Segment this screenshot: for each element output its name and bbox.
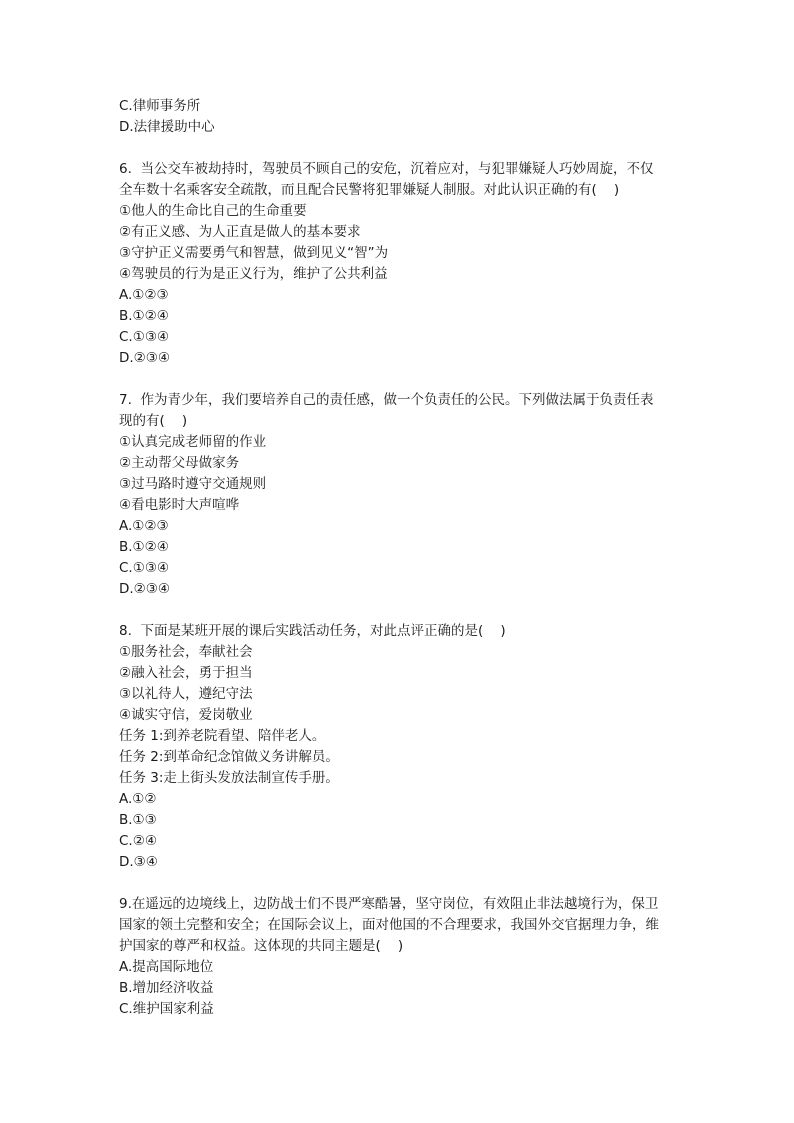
question-stem: 9.在遥远的边境线上，边防战士们不畏严寒酷暑，坚守岗位，有效阻止非法越境行为，保卫 [119,896,659,912]
statement: ②主动帮父母做家务 [119,455,240,471]
option-c: C.律师事务所 [119,98,201,114]
option-a: A.①② [119,791,157,807]
option-c: C.②④ [119,833,157,849]
statement: ②有正义感、为人正直是做人的基本要求 [119,224,361,240]
question-stem: 7. 作为青少年，我们要培养自己的责任感，做一个负责任的公民。下列做法属于负责任表 [119,392,654,408]
question-stem: 国家的领土完整和安全；在国际会议上，面对他国的不合理要求，我国外交官据理力争，维 [119,917,659,933]
task-line: 任务 3:走上街头发放法制宣传手册。 [119,770,339,786]
statement: ②融入社会，勇于担当 [119,665,253,681]
option-b: B.①②④ [119,308,169,324]
question-stem: 6. 当公交车被劫持时，驾驶员不顾自己的安危，沉着应对，与犯罪嫌疑人巧妙周旋，不仅 [119,161,654,177]
task-line: 任务 1:到养老院看望、陪伴老人。 [119,728,326,744]
question-stem: 全车数十名乘客安全疏散，而且配合民警将犯罪嫌疑人制服。对此认识正确的有( ) [119,182,620,198]
option-c: C.①③④ [119,329,170,345]
option-d: D.③④ [119,854,158,870]
task-line: 任务 2:到革命纪念馆做义务讲解员。 [119,749,339,765]
statement: ①认真完成老师留的作业 [119,434,267,450]
option-b: B.①③ [119,812,157,828]
statement: ④看电影时大声喧哗 [119,497,240,513]
statement: ④诚实守信，爱岗敬业 [119,707,253,723]
option-a: A.①②③ [119,287,169,303]
previous-question-options [119,96,689,138]
question-stem: 现的有( ) [119,413,188,429]
option-d: D.②③④ [119,350,170,366]
document-page [119,96,689,1020]
question-6 [119,159,689,369]
question-stem: 8. 下面是某班开展的课后实践活动任务，对此点评正确的是( ) [119,623,506,639]
question-stem: 护国家的尊严和权益。这体现的共同主题是( ) [119,938,404,954]
option-a: A.提高国际地位 [119,959,214,975]
statement: ③过马路时遵守交通规则 [119,476,267,492]
statement: ③以礼待人，遵纪守法 [119,686,253,702]
option-b: B.①②④ [119,539,169,555]
option-c: C.①③④ [119,560,170,576]
option-b: B.增加经济收益 [119,980,214,996]
statement: ①服务社会，奉献社会 [119,644,253,660]
option-a: A.①②③ [119,518,169,534]
question-8 [119,621,689,873]
statement: ①他人的生命比自己的生命重要 [119,203,307,219]
question-9 [119,894,689,1020]
option-c: C.维护国家利益 [119,1001,214,1017]
option-d: D.②③④ [119,581,170,597]
question-7 [119,390,689,600]
statement: ④驾驶员的行为是正义行为，维护了公共利益 [119,266,388,282]
statement: ③守护正义需要勇气和智慧，做到见义“智”为 [119,245,389,261]
option-d: D.法律援助中心 [119,119,215,135]
